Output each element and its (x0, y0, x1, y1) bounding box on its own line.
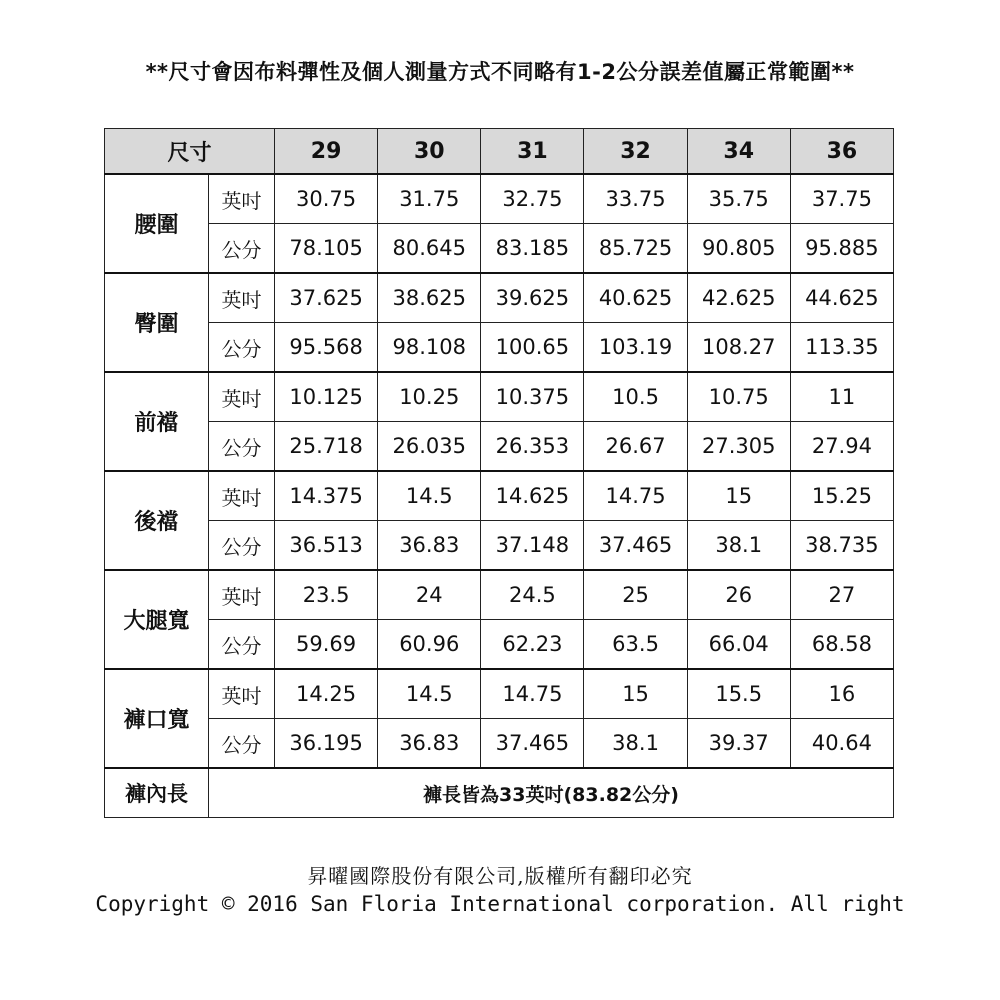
measurement-value: 98.108 (378, 323, 481, 373)
unit-label: 英吋 (209, 174, 275, 224)
measurement-value: 78.105 (275, 224, 378, 274)
unit-label: 公分 (209, 422, 275, 472)
measurement-value: 15 (687, 471, 790, 521)
measurement-value: 39.37 (687, 719, 790, 769)
measurement-value: 14.75 (481, 669, 584, 719)
measurement-value: 37.465 (584, 521, 687, 571)
measurement-value: 37.148 (481, 521, 584, 571)
measurement-row (105, 174, 894, 224)
measurement-value: 40.64 (790, 719, 893, 769)
measurement-name: 前襠 (105, 372, 209, 471)
measurement-value: 36.513 (275, 521, 378, 571)
measurement-value: 23.5 (275, 570, 378, 620)
inseam-label: 褲內長 (105, 768, 209, 818)
measurement-value: 37.625 (275, 273, 378, 323)
unit-label: 公分 (209, 323, 275, 373)
measurement-row (105, 570, 894, 620)
measurement-value: 15.25 (790, 471, 893, 521)
measurement-value: 100.65 (481, 323, 584, 373)
measurement-value: 85.725 (584, 224, 687, 274)
size-header-label: 尺寸 (105, 129, 275, 175)
measurement-value: 36.83 (378, 521, 481, 571)
measurement-value: 108.27 (687, 323, 790, 373)
measurement-value: 10.375 (481, 372, 584, 422)
copyright-chinese: 昇曜國際股份有限公司,版權所有翻印必究 (307, 864, 693, 888)
measurement-value: 14.75 (584, 471, 687, 521)
measurement-value: 26.353 (481, 422, 584, 472)
measurement-row (105, 273, 894, 323)
inseam-value: 褲長皆為33英吋(83.82公分) (209, 768, 894, 818)
measurement-value: 27 (790, 570, 893, 620)
size-table-body (105, 174, 894, 818)
unit-label: 英吋 (209, 669, 275, 719)
measurement-value: 40.625 (584, 273, 687, 323)
measurement-value: 36.83 (378, 719, 481, 769)
size-header-row (105, 129, 894, 175)
measurement-value: 10.5 (584, 372, 687, 422)
measurement-value: 35.75 (687, 174, 790, 224)
measurement-value: 14.5 (378, 471, 481, 521)
measurement-value: 25 (584, 570, 687, 620)
measurement-value: 26.67 (584, 422, 687, 472)
measurement-value: 80.645 (378, 224, 481, 274)
measurement-value: 10.25 (378, 372, 481, 422)
measurement-value: 11 (790, 372, 893, 422)
measurement-row (105, 620, 894, 670)
measurement-value: 27.94 (790, 422, 893, 472)
copyright-english: Copyright © 2016 San Floria International corporation. All right (95, 892, 905, 916)
measurement-value: 66.04 (687, 620, 790, 670)
measurement-value: 24 (378, 570, 481, 620)
unit-label: 英吋 (209, 570, 275, 620)
measurement-value: 10.75 (687, 372, 790, 422)
measurement-name: 後襠 (105, 471, 209, 570)
unit-label: 英吋 (209, 471, 275, 521)
measurement-value: 44.625 (790, 273, 893, 323)
measurement-value: 68.58 (790, 620, 893, 670)
measurement-value: 39.625 (481, 273, 584, 323)
unit-label: 英吋 (209, 273, 275, 323)
measurement-value: 38.1 (687, 521, 790, 571)
unit-label: 公分 (209, 719, 275, 769)
measurement-value: 10.125 (275, 372, 378, 422)
measurement-value: 16 (790, 669, 893, 719)
measurement-value: 25.718 (275, 422, 378, 472)
measurement-value: 95.568 (275, 323, 378, 373)
size-tolerance-notice: **尺寸會因布料彈性及個人測量方式不同略有1-2公分誤差值屬正常範圍** (145, 60, 855, 84)
measurement-value: 15.5 (687, 669, 790, 719)
measurement-value: 32.75 (481, 174, 584, 224)
unit-label: 公分 (209, 224, 275, 274)
measurement-value: 59.69 (275, 620, 378, 670)
unit-label: 公分 (209, 521, 275, 571)
size-header-cell: 31 (481, 129, 584, 175)
measurement-value: 62.23 (481, 620, 584, 670)
size-header-cell: 32 (584, 129, 687, 175)
measurement-value: 42.625 (687, 273, 790, 323)
measurement-row (105, 224, 894, 274)
measurement-value: 30.75 (275, 174, 378, 224)
measurement-value: 14.25 (275, 669, 378, 719)
unit-label: 公分 (209, 620, 275, 670)
measurement-name: 褲口寬 (105, 669, 209, 768)
size-header-cell: 34 (687, 129, 790, 175)
measurement-value: 95.885 (790, 224, 893, 274)
measurement-value: 15 (584, 669, 687, 719)
measurement-name: 腰圍 (105, 174, 209, 273)
measurement-row (105, 422, 894, 472)
size-header-cell: 29 (275, 129, 378, 175)
measurement-value: 63.5 (584, 620, 687, 670)
measurement-value: 14.5 (378, 669, 481, 719)
measurement-value: 31.75 (378, 174, 481, 224)
measurement-value: 36.195 (275, 719, 378, 769)
measurement-row (105, 669, 894, 719)
measurement-value: 14.375 (275, 471, 378, 521)
measurement-row (105, 323, 894, 373)
unit-label: 英吋 (209, 372, 275, 422)
measurement-value: 26.035 (378, 422, 481, 472)
measurement-row (105, 372, 894, 422)
measurement-value: 37.75 (790, 174, 893, 224)
measurement-name: 臀圍 (105, 273, 209, 372)
measurement-row (105, 471, 894, 521)
size-header-cell: 30 (378, 129, 481, 175)
measurement-name: 大腿寬 (105, 570, 209, 669)
measurement-value: 24.5 (481, 570, 584, 620)
size-chart-table (104, 128, 894, 818)
measurement-value: 103.19 (584, 323, 687, 373)
measurement-value: 90.805 (687, 224, 790, 274)
measurement-value: 38.1 (584, 719, 687, 769)
measurement-row (105, 521, 894, 571)
measurement-value: 37.465 (481, 719, 584, 769)
measurement-value: 14.625 (481, 471, 584, 521)
measurement-value: 38.735 (790, 521, 893, 571)
measurement-value: 26 (687, 570, 790, 620)
inseam-row (105, 768, 894, 818)
measurement-value: 27.305 (687, 422, 790, 472)
measurement-value: 33.75 (584, 174, 687, 224)
measurement-row (105, 719, 894, 769)
measurement-value: 113.35 (790, 323, 893, 373)
measurement-value: 60.96 (378, 620, 481, 670)
measurement-value: 83.185 (481, 224, 584, 274)
measurement-value: 38.625 (378, 273, 481, 323)
size-header-cell: 36 (790, 129, 893, 175)
